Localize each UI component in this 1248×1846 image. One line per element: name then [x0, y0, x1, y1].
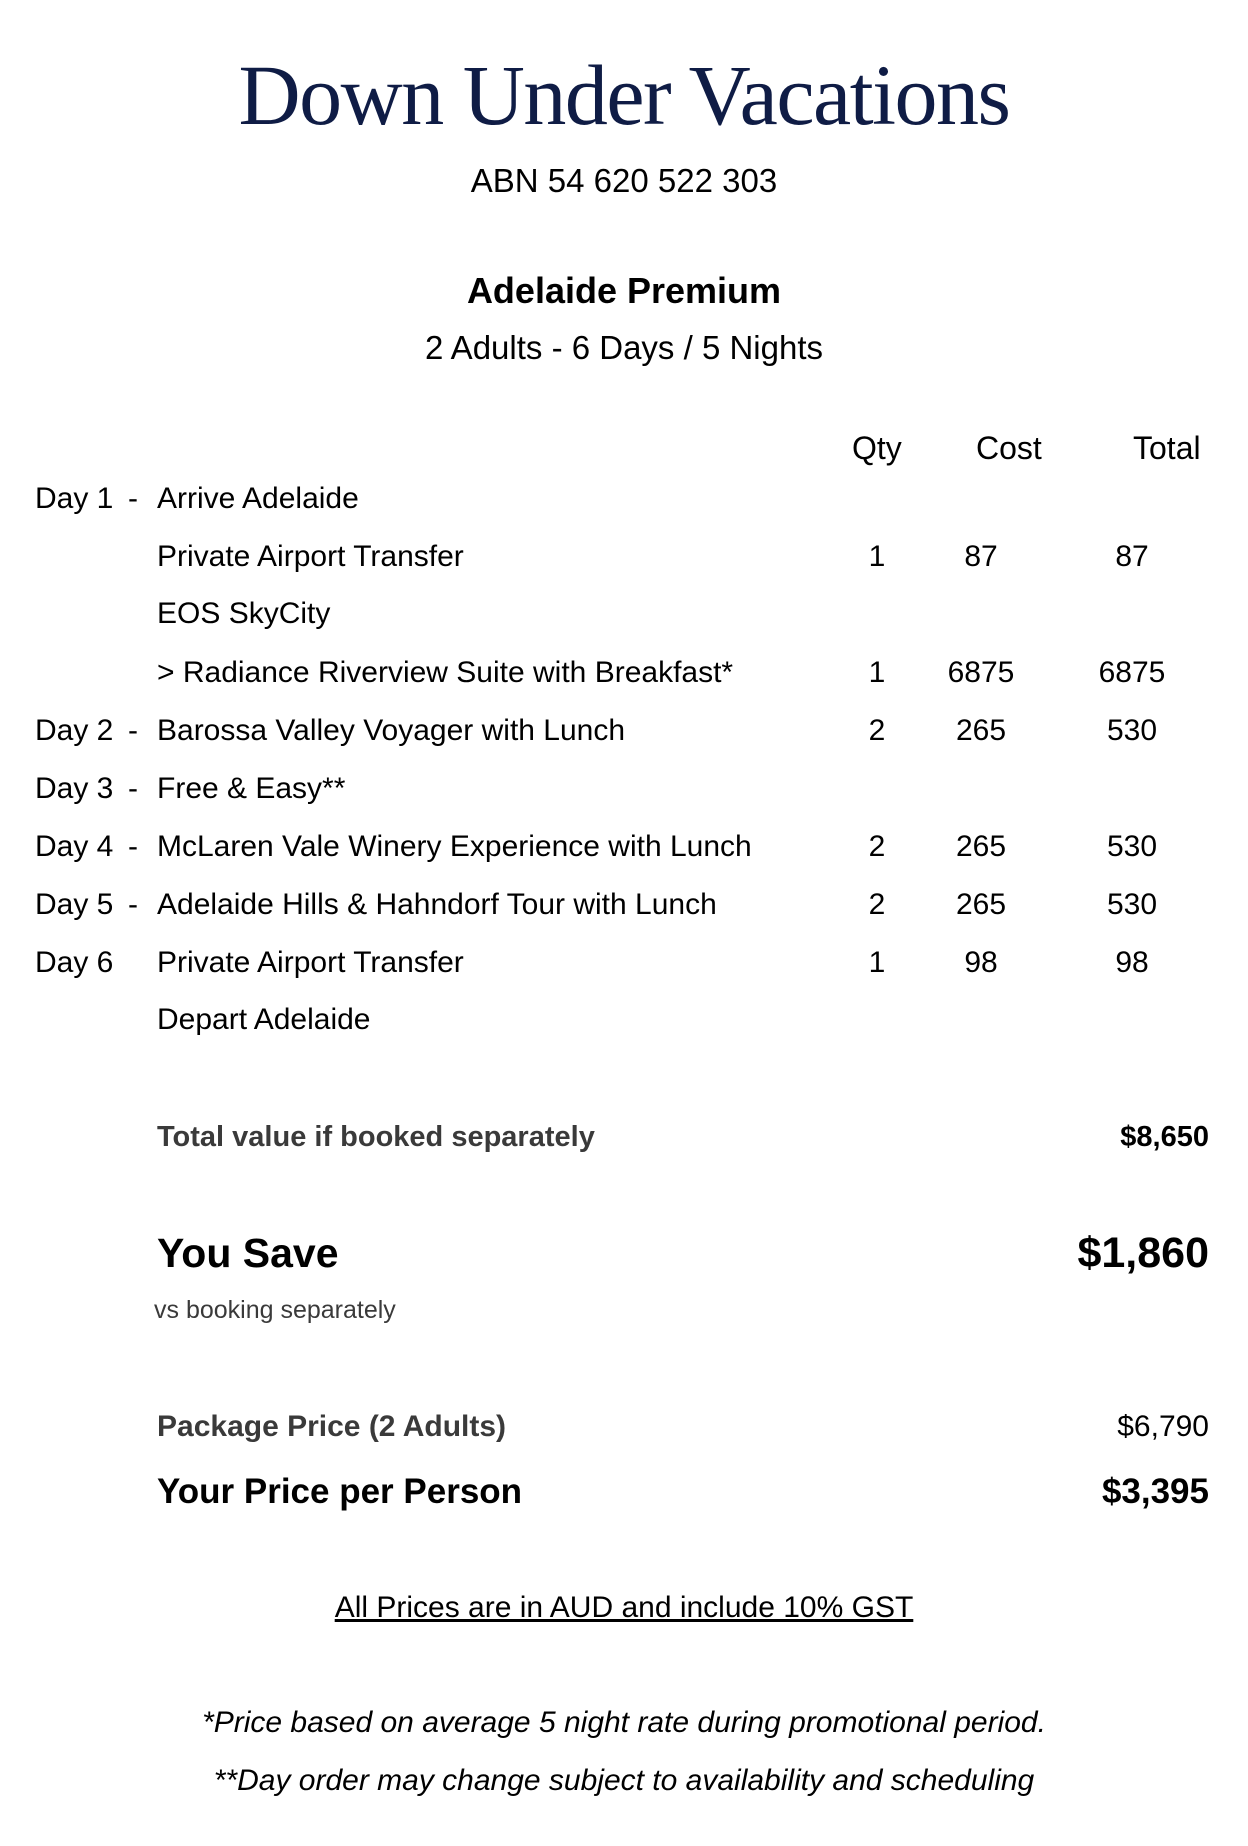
item-cost: 6875	[947, 656, 1015, 689]
item-qty: 2	[868, 714, 886, 747]
itinerary-row	[0, 537, 1248, 577]
day-separator: -	[128, 482, 138, 515]
package-price-label: Package Price (2 Adults)	[157, 1410, 507, 1443]
item-description: Arrive Adelaide	[157, 482, 359, 515]
day-separator: -	[128, 830, 138, 863]
item-cost: 265	[955, 714, 1007, 747]
day-label: Day 3	[35, 772, 114, 805]
package-title: Adelaide Premium	[466, 270, 782, 311]
footnote-day-order: **Day order may change subject to availability and scheduling	[213, 1764, 1035, 1797]
column-header-qty: Qty	[852, 430, 902, 466]
itinerary-row	[0, 885, 1248, 925]
item-description: Private Airport Transfer	[157, 946, 464, 979]
item-description: Free & Easy**	[157, 772, 346, 805]
item-cost: 265	[955, 830, 1007, 863]
you-save-note: vs booking separately	[154, 1296, 396, 1324]
item-total: 530	[1106, 714, 1158, 747]
item-description: McLaren Vale Winery Experience with Lunch	[157, 830, 752, 863]
item-qty: 2	[868, 888, 886, 921]
itinerary-row	[0, 479, 1248, 519]
column-header-cost: Cost	[976, 430, 1042, 466]
you-save-label: You Save	[157, 1230, 339, 1276]
day-separator: -	[128, 888, 138, 921]
package-subtitle: 2 Adults - 6 Days / 5 Nights	[424, 329, 823, 366]
item-total: 6875	[1098, 656, 1166, 689]
brand-logo: Down Under Vacations	[238, 47, 1010, 143]
abn-number: ABN 54 620 522 303	[470, 162, 778, 199]
itinerary-row	[0, 653, 1248, 693]
per-person-label: Your Price per Person	[157, 1472, 523, 1511]
day-label: Day 6	[35, 946, 114, 979]
itinerary-row	[0, 769, 1248, 809]
item-description: > Radiance Riverview Suite with Breakfast*	[157, 656, 734, 689]
item-description: Private Airport Transfer	[157, 540, 464, 573]
itinerary-row	[0, 943, 1248, 983]
day-label: Day 5	[35, 888, 114, 921]
item-description: Barossa Valley Voyager with Lunch	[157, 714, 626, 747]
item-qty: 1	[868, 540, 886, 573]
column-header-total: Total	[1133, 430, 1201, 466]
item-description: Depart Adelaide	[157, 1003, 371, 1036]
item-total: 530	[1106, 888, 1158, 921]
item-cost: 98	[964, 946, 998, 979]
item-description: Adelaide Hills & Hahndorf Tour with Lunch	[157, 888, 717, 921]
item-cost: 87	[964, 540, 998, 573]
item-description: EOS SkyCity	[157, 597, 331, 630]
item-qty: 1	[868, 656, 886, 689]
day-label: Day 1	[35, 482, 114, 515]
package-price-amount: $6,790	[1117, 1410, 1209, 1443]
footnote-price-basis: *Price based on average 5 night rate during promotional period.	[202, 1706, 1046, 1739]
item-qty: 2	[868, 830, 886, 863]
day-label: Day 2	[35, 714, 114, 747]
item-qty: 1	[868, 946, 886, 979]
item-cost: 265	[955, 888, 1007, 921]
itinerary-row	[0, 827, 1248, 867]
itinerary-row	[0, 711, 1248, 751]
item-total: 530	[1106, 830, 1158, 863]
gst-notice: All Prices are in AUD and include 10% GST	[334, 1591, 914, 1624]
itinerary-row	[0, 1000, 1248, 1040]
per-person-amount: $3,395	[1101, 1472, 1209, 1511]
item-total: 98	[1115, 946, 1149, 979]
you-save-amount: $1,860	[1077, 1229, 1209, 1277]
day-separator: -	[128, 714, 138, 747]
day-separator: -	[128, 772, 138, 805]
itinerary-row	[0, 594, 1248, 634]
total-value-amount: $8,650	[1120, 1121, 1209, 1153]
item-total: 87	[1115, 540, 1149, 573]
day-label: Day 4	[35, 830, 114, 863]
total-value-label: Total value if booked separately	[157, 1121, 595, 1153]
